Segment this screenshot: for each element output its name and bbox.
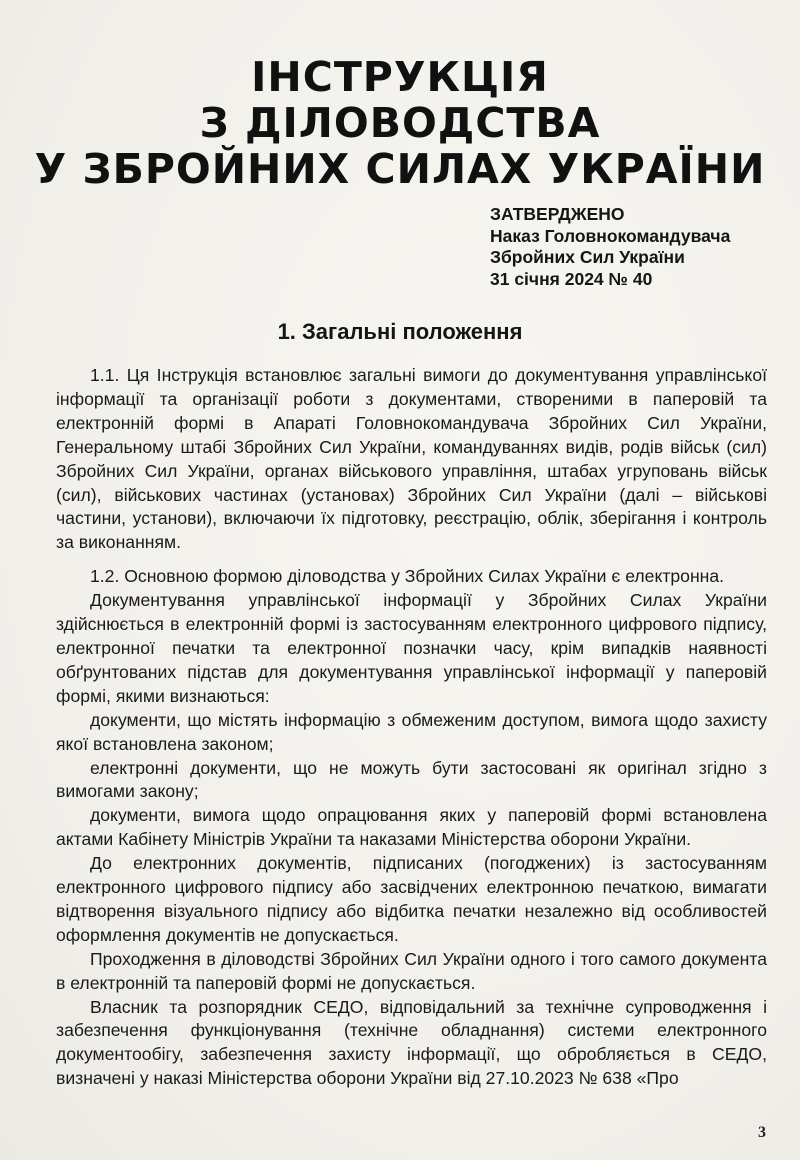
paragraph-dual-form: Проходження в діловодстві Збройних Сил України одного і того самого документа в електронній та паперовій формі не допускається. <box>56 948 767 993</box>
approval-heading: ЗАТВЕРДЖЕНО <box>490 204 625 224</box>
paragraph-electronic-form: Документування управлінської інформації у Збройних Силах України здійснюється в електронній формі із застосуванням електронного цифрового підпису, електронної печатки та електронної позначки часу, крім випадків наявності обґрунтованих підстав для документування управлінської інформації у паперовій формі, якими визнаються: <box>56 590 767 706</box>
paragraph-1-2: 1.2. Основною формою діловодства у Збройних Силах України є електронна. <box>90 566 725 587</box>
page-number: 3 <box>758 1124 766 1141</box>
approval-organization: Збройних Сил України <box>490 247 685 267</box>
list-item-non-original-docs: електронні документи, що не можуть бути застосовані як оригінал згідно з вимогами закону; <box>56 757 767 802</box>
paragraph-visual-signature: До електронних документів, підписаних (погоджених) із застосуванням електронного цифрового підпису або засвідчених електронною печаткою, вимагати відтворення візуального підпису або відбитка печатки незалежно від особливостей оформлення документів не допускається. <box>56 853 767 945</box>
paragraph-sedo-owner: Власник та розпорядник СЕДО, відповідальний за технічне супроводження і забезпечення функціонування (технічне обладнання) системи електронного документообігу, забезпечення захисту інформації, що обробляється в СЕДО, визначені у наказі Міністерства оборони України від 27.10.2023 № 638 «Про <box>56 996 767 1089</box>
section-heading: 1. Загальні положення <box>277 319 523 344</box>
approval-block <box>490 204 790 290</box>
paragraph-1-1: 1.1. Ця Інструкція встановлює загальні вимоги до документування управлінської інформації та організації роботи з документами, створеними в паперовій та електронній формі в Апараті Головнокомандувача Збройних Сил України, Генеральному штабі Збройних Сил України, командуваннях видів, родів військ (сил) Збройних Сил України, органах військового управління, штабах угруповань військ (сил), військових частинах (установах) Збройних Сил України (далі – військові частини, установи), включаючи їх підготовку, реєстрацію, облік, зберігання і контроль за виконанням. <box>56 365 767 553</box>
list-item-restricted-docs: документи, що містять інформацію з обмеженим доступом, вимога щодо захисту якої встановлена законом; <box>56 709 767 754</box>
document-title-line-2: З ДІЛОВОДСТВА <box>199 99 601 147</box>
body-text <box>56 364 767 1091</box>
list-item-paper-required-docs: документи, вимога щодо опрацювання яких у паперовій формі встановлена актами Кабінету Міністрів України та наказами Міністерства оборони України. <box>56 805 767 850</box>
approval-order: Наказ Головнокомандувача <box>490 225 731 246</box>
document-title-line-3: У ЗБРОЙНИХ СИЛАХ УКРАЇНИ <box>34 145 766 193</box>
document-title-line-1: ІНСТРУКЦІЯ <box>251 53 549 101</box>
approval-date-number: 31 січня 2024 № 40 <box>490 268 653 289</box>
